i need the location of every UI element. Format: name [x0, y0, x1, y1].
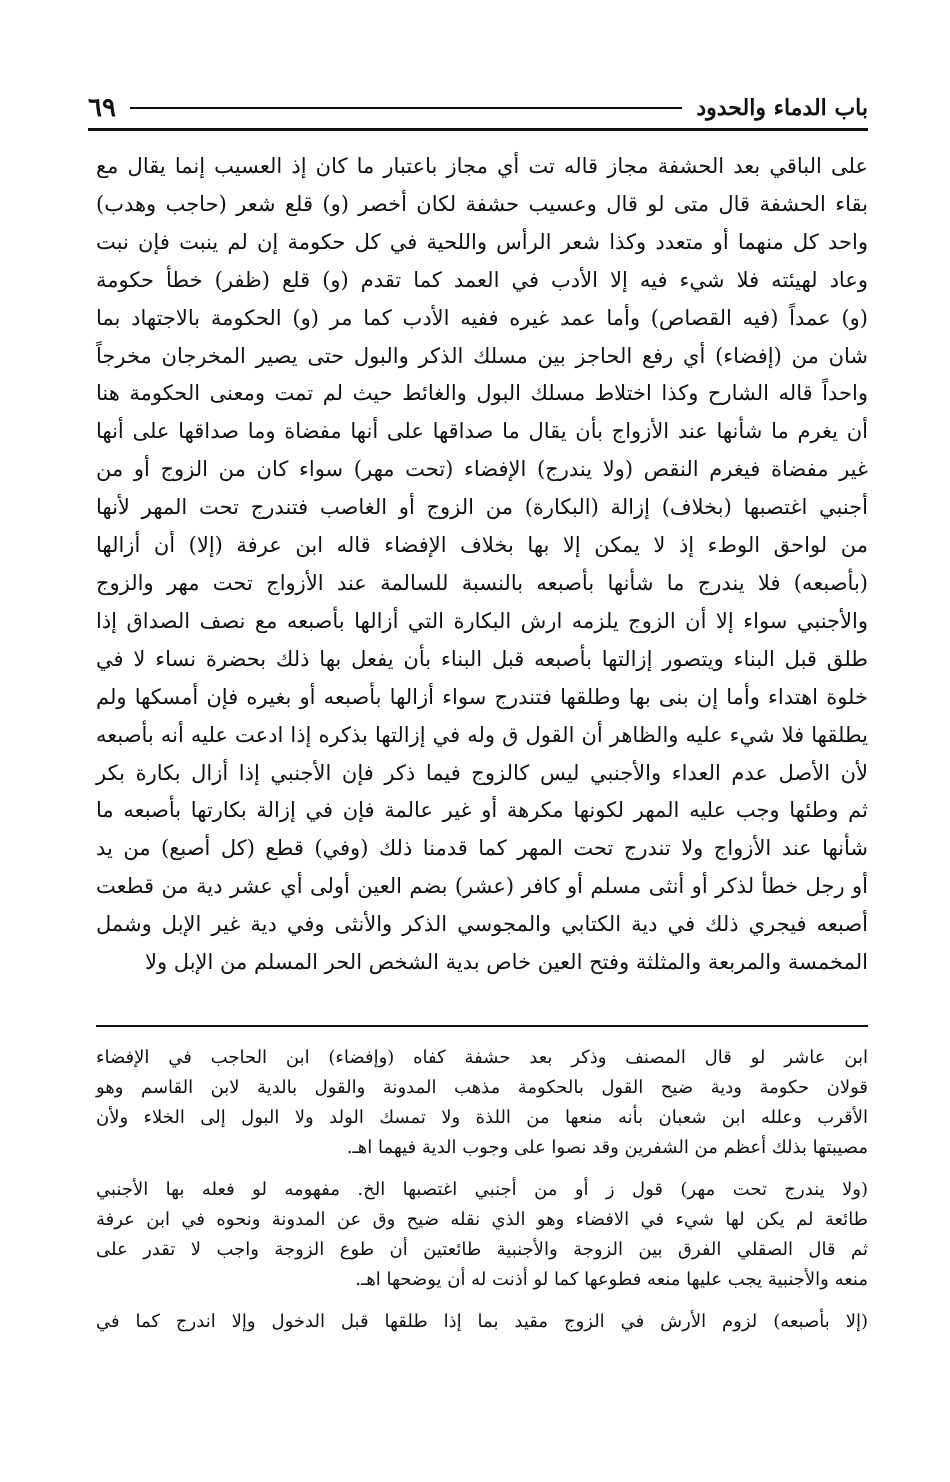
chapter-title: باب الدماء والحدود — [696, 95, 868, 121]
footnotes-section — [96, 1043, 868, 1349]
main-text-line: المخمسة والمربعة والمثلثة وفتح العين خاص بدية الشخص الحر المسلم من الإبل ولا — [145, 950, 868, 975]
main-text-line: أو رجل خطأ لذكر أو أنثى مسلم أو كافر (عشر) بضم العين أولى أي عشر دية من قطعت — [96, 874, 868, 899]
main-text-line: يطلقها فلا شيء عليه والظاهر أن القول ق وله في إزالتها بذكره إذا ادعت عليه أنه بأصبعه — [96, 722, 868, 747]
footnote-line: (ولا يندرج تحت مهر) قول ز أو من أجنبي اغتصبها الخ. مفهومه لو فعله بها الأجنبي — [96, 1179, 868, 1200]
header-line — [130, 107, 682, 109]
main-text-line: أن يغرم ما شأنها عند الأزواج بأن يقال ما صداقها على أنها مفضاة وما صداقها على أنها — [96, 419, 868, 444]
main-text-line: غير مفضاة فيغرم النقص (ولا يندرج) الإفضاء (تحت مهر) سواء كان من الزوج أو من — [96, 457, 868, 482]
main-text-body — [96, 148, 868, 982]
footnote-line: طائعة لم يكن لها شيء في الافضاء وهو الذي نقله ضيح وق عن المدونة ونحوه في ابن عرفة — [96, 1209, 868, 1230]
main-text-line: ثم وطئها وجب عليه المهر لكونها مكرهة أو غير عالمة فإن في إزالة بكارتها بأصبعه ما — [96, 798, 868, 823]
footnote-paragraph — [96, 1175, 868, 1295]
page-number: ٦٩ — [88, 93, 116, 123]
main-text-line: (بأصبعه) فلا يندرج ما شأنها بأصبعه بالنسبة للسالمة عند الأزواج تحت مهر والزوج — [96, 570, 868, 595]
footnote-line: ثم قال الصقلي الفرق بين الزوجة والأجنبية طائعتين أن طوع الزوجة واجب لا تقدر على — [96, 1239, 868, 1260]
main-text-line: واحد كل منهما أو متعدد وكذا شعر الرأس واللحية في كل حكومة إن لم ينبت فإن نبت — [96, 229, 868, 254]
footnote-line: منعه والأجنبية يجب عليها منعه فطوعها كما لو أذنت له أن يوضحها اهـ. — [355, 1269, 868, 1290]
main-text-line: واحداً قاله الشارح وكذا اختلاط مسلك البول والغائط حيث لم تمت ومعنى الحكومة هنا — [96, 381, 869, 406]
main-text-line: بقاء الحشفة قال متى لو قال وعسيب حشفة لكان أخصر (و) قلع شعر (حاجب وهدب) — [96, 191, 868, 216]
main-text-line: طلق قبل البناء ويتصور إزالتها بأصبعه قبل البناء بأن يفعل بها ذلك بحضرة نساء لا في — [96, 646, 868, 671]
footnote-line: قولان حكومة ودية ضيح القول بالحكومة مذهب المدونة والقول بالدية لابن القاسم وهو — [96, 1077, 868, 1098]
footnote-paragraph — [96, 1043, 868, 1163]
main-text-line: خلوة اهتداء وأما إن بنى بها وطلقها فتندرج سواء أزالها بأصبعه أو بغيره فإن أمسكها ولم — [96, 684, 868, 709]
footnote-divider — [96, 1025, 868, 1027]
footnote-paragraph — [96, 1307, 868, 1337]
main-text-line: على الباقي بعد الحشفة مجاز قاله تت أي مجاز باعتبار ما كان إذ العسيب إنما يقال مع — [96, 154, 868, 178]
footnote-line: ابن عاشر لو قال المصنف وذكر بعد حشفة كفاه (وإفضاء) ابن الحاجب في الإفضاء — [96, 1047, 868, 1068]
footnote-line: الأقرب وعلله ابن شعبان بأنه منعها من اللذة ولا تمسك الولد ولا البول إلى الخلاء ولأن — [96, 1107, 868, 1128]
main-text-line: أجنبي اغتصبها (بخلاف) إزالة (البكارة) من الزوج أو الغاصب فتندرج تحت المهر لأنها — [96, 495, 868, 520]
main-text-line: لأن الأصل عدم العداء والأجنبي ليس كالزوج فيما ذكر فإن الأجنبي إذا أزال بكارة بكر — [96, 760, 868, 785]
main-text-line: وعاد لهيئته فلا شيء فيه إلا الأدب في العمد كما تقدم (و) قلع (ظفر) خطأ حكومة — [96, 267, 868, 292]
main-text-line: من لواحق الوطء إذ لا يمكن إلا بها بخلاف الإفضاء قاله ابن عرفة (إلا) أن أزالها — [96, 533, 868, 558]
main-text-line: والأجنبي سواء إلا أن الزوج يلزمه ارش البكارة التي أزالها بأصبعه مع نصف الصداق إذا — [96, 608, 868, 633]
main-text-line: أصبعه فيجري ذلك في دية الكتابي والمجوسي الذكر والأنثى وفي دية غير الإبل وشمل — [96, 912, 868, 937]
main-text-line: شأنها عند الأزواج ولا تندرج تحت المهر كما قدمنا ذلك (وفي) قطع (كل أصبع) من يد — [96, 836, 868, 861]
page-header — [88, 88, 868, 128]
main-text-line: (و) عمداً (فيه القصاص) وأما عمد غيره ففيه الأدب كما مر (و) الحكومة بالاجتهاد بما — [96, 305, 868, 330]
main-text-line: شان من (إفضاء) أي رفع الحاجز بين مسلك الذكر والبول حتى يصير المخرجان مخرجاً — [96, 343, 868, 368]
header-divider — [88, 128, 868, 131]
footnote-line: (إلا بأصبعه) لزوم الأرش في الزوج مقيد بما إذا طلقها قبل الدخول وإلا اندرج كما في — [96, 1311, 868, 1332]
footnote-line: مصيبتها بذلك أعظم من الشفرين وقد نصوا على وجوب الدية فيهما اهـ. — [346, 1137, 868, 1158]
